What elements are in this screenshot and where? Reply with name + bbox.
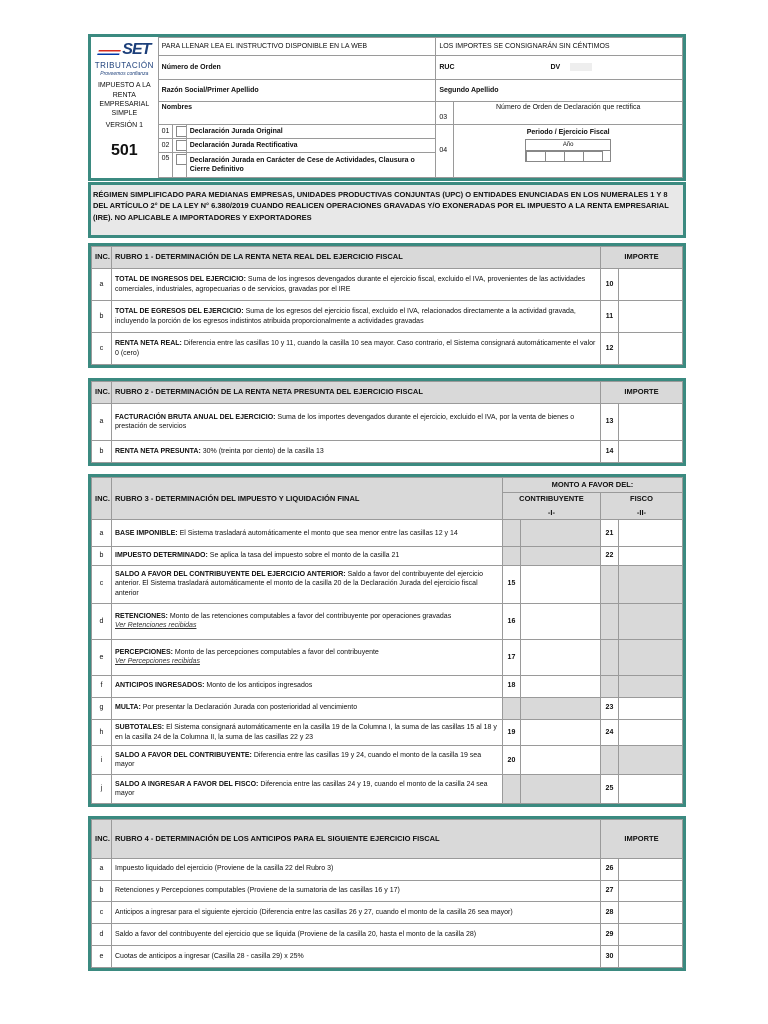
fisco-amount-input — [618, 603, 682, 640]
importe-input[interactable] — [618, 858, 682, 880]
instruction-right: LOS IMPORTES SE CONSIGNARÁN SIN CÉNTIMOS — [436, 38, 683, 56]
casilla-13-input[interactable] — [618, 404, 682, 441]
table-row: d RETENCIONES: Monto de las retenciones computables a favor del contribuyente por operaciones gravadas Ver Retenciones recibidas 16 — [92, 603, 683, 640]
rubro-3-title: RUBRO 3 - DETERMINACIÓN DEL IMPUESTO Y LIQUIDACIÓN FINAL — [112, 478, 503, 520]
set-logo: SET TRIBUTACIÓN Proveemos confianza — [94, 40, 154, 78]
form-header: SET TRIBUTACIÓN Proveemos confianza PARA LLENAR LEA EL INSTRUCTIVO DISPONIBLE EN LA WEB LOS IMPORTES SE CONSIGNARÁN SIN CÉNTIMOS Número de Orden RUC DV IMPUESTO A LA RENTA EMPRESARIAL SIMPLE VERSIÓN 1 501 Razón Social/Primer Apellido Segundo Apellido Nombres 03 Número de Orden de Declaración que rectifica 01 Declaración Jurada Original 04 Periodo / Ejercicio Fiscal Año 02 Declaración Jurada Rectificativa 05 Declaración Jurada en Carácter de Cese de Actividades, Clausura o Cierre Definitivo — [88, 34, 686, 181]
importe-input[interactable] — [618, 880, 682, 902]
fisco-amount-input[interactable] — [618, 775, 682, 804]
rubro-4: INC. RUBRO 4 - DETERMINACIÓN DE LOS ANTICIPOS PARA EL SIGUIENTE EJERCICIO FISCAL IMPORTE a Impuesto liquidado del ejercicio (Proviene de la casilla 22 del Rubro 3) 26 b Retenciones y Percepciones computables (Proviene de la sumatoria de las casillas 16 y 17) 27 c Anticipos a ingresar para el siguiente ejercicio (Diferencia entre las casillas 26 y 27, cuando el monto de la casilla 26 sea mayor) 28 d Saldo a favor del contribuyente del ejercicio que se liquida (Proviene de la casilla 20, hasta el monto de la casilla 28) 29 e Cuotas de anticipos a ingresar (Casilla 28 - casilla 29) x 25% 30 — [88, 816, 686, 971]
table-row: a FACTURACIÓN BRUTA ANUAL DEL EJERCICIO: Suma de los importes devengados durante el ejercicio, excluido el IVA, por la venta de bienes o prestación de servicios 13 — [92, 404, 683, 441]
rubro-2: INC. RUBRO 2 - DETERMINACIÓN DE LA RENTA NETA PRESUNTA DEL EJERCICIO FISCAL IMPORTE a FACTURACIÓN BRUTA ANUAL DEL EJERCICIO: Suma de los importes devengados durante el ejercicio, excluido el IVA, por la venta de bienes o prestación de servicios 13 b RENTA NETA PRESUNTA: 30% (treinta por ciento) de la casilla 13 14 — [88, 378, 686, 466]
anio-input[interactable] — [526, 151, 610, 161]
table-row: i SALDO A FAVOR DEL CONTRIBUYENTE: Diferencia entre las casillas 19 y 24, cuando el monto de la casilla 19 sea mayor 20 — [92, 746, 683, 775]
table-row: b IMPUESTO DETERMINADO: Se aplica la tasa del impuesto sobre el monto de la casilla 21 22 — [92, 547, 683, 566]
option-cese-label: Declaración Jurada en Carácter de Cese de Actividades, Clausura o Cierre Definitivo — [186, 153, 436, 178]
table-row: a TOTAL DE INGRESOS DEL EJERCICIO: Suma de los ingresos devengados durante el ejercicio fiscal, excluido el IVA, provenientes de las actividades comerciales, industriales, agropecuarias o de servicios, gravadas por el IRE 10 — [92, 269, 683, 301]
fisco-amount-input — [618, 675, 682, 697]
contribuyente-amount-input — [520, 697, 600, 719]
importe-input[interactable] — [618, 902, 682, 924]
contribuyente-amount-input[interactable] — [520, 675, 600, 697]
contribuyente-amount-input — [520, 520, 600, 547]
table-row: e Cuotas de anticipos a ingresar (Casilla 28 - casilla 29) x 25% 30 — [92, 946, 683, 968]
instruction-left: PARA LLENAR LEA EL INSTRUCTIVO DISPONIBLE EN LA WEB — [158, 38, 436, 56]
importe-input[interactable] — [618, 924, 682, 946]
form-number: 501 — [110, 142, 138, 160]
nombres-field[interactable]: Nombres — [158, 102, 436, 124]
regime-notice: RÉGIMEN SIMPLIFICADO PARA MEDIANAS EMPRESAS, UNIDADES PRODUCTIVAS CONJUNTAS (UPC) O ENTIDADES ENUNCIADAS EN LOS NUMERALES 1 Y 8 DEL ARTÍCULO 2° DE LA LEY N° 6.380/2019 CUANDO REALICEN OPERACIONES GRAVADAS Y/O EXONERADAS POR EL IMPUESTO A LA RENTA EMPRESARIAL (IRE). NO APLICABLE A IMPORTADORES Y EXPORTADORES — [88, 182, 686, 238]
option-rectificativa-label: Declaración Jurada Rectificativa — [186, 139, 436, 153]
rubro-3: INC. RUBRO 3 - DETERMINACIÓN DEL IMPUESTO Y LIQUIDACIÓN FINAL MONTO A FAVOR DEL: CONTRIBUYENTE FISCO -I- -II- a BASE IMPONIBLE: El Sistema trasladará automáticamente el monto que sea menor entre las casillas 12 y 14 21 b IMPUESTO DETERMINADO: Se aplica la tasa del impuesto sobre el monto de la casilla 21 22 c SALDO A FAVOR DEL CONTRIBUYENTE DEL EJERCICIO ANTERIOR: Saldo a favor del contribuyente del ejercicio anterior. El Sistema trasladará automáticamente el monto de la casilla 20 de la Declaración Jurada del ejercicio fiscal anterior 15 d RETENCIONES: Monto de las retenciones computables a favor del contribuyente por operaciones gravadas Ver Retenciones recibidas 16 e PERCEPCIONES: Monto de las percepciones computables a favor del contribuyente Ver Percepciones recibidas 17 f ANTICIPOS INGRESADOS: Monto de los anticipos ingresados 18 g MULTA: Por presentar la Declaración Jurada con posterioridad al vencimiento 23 h SUBTOTALES: El Sistema consignará automáticamente en la casilla 19 de la Columna I, la suma de las casillas 15 al 18 y en la casilla 24 de la Columna II, la suma de las casillas 22 y 23 19 24 i SALDO A FAVOR DEL CONTRIBUYENTE: Diferencia entre las casillas 19 y 24, cuando el monto de la casilla 19 sea mayor 20 j SALDO A INGRESAR A FAVOR DEL FISCO: Diferencia entre las casillas 24 y 19, cuando el monto de la casilla 24 sea mayor 25 — [88, 474, 686, 807]
table-row: a BASE IMPONIBLE: El Sistema trasladará automáticamente el monto que sea menor entre las casillas 12 y 14 21 — [92, 520, 683, 547]
contribuyente-amount-input — [520, 775, 600, 804]
razon-social-field[interactable]: Razón Social/Primer Apellido — [158, 79, 436, 101]
table-row: j SALDO A INGRESAR A FAVOR DEL FISCO: Diferencia entre las casillas 24 y 19, cuando el monto de la casilla 24 sea mayor 25 — [92, 775, 683, 804]
importe-input[interactable] — [618, 946, 682, 968]
table-row: c Anticipos a ingresar para el siguiente ejercicio (Diferencia entre las casillas 26 y 27, cuando el monto de la casilla 26 sea mayor) 28 — [92, 902, 683, 924]
contribuyente-amount-input[interactable] — [520, 640, 600, 675]
fisco-amount-input[interactable] — [618, 547, 682, 566]
fisco-amount-input[interactable] — [618, 520, 682, 547]
contribuyente-amount-input — [520, 547, 600, 566]
table-row: d Saldo a favor del contribuyente del ejercicio que se liquida (Proviene de la casilla 20, hasta el monto de la casilla 28) 29 — [92, 924, 683, 946]
contribuyente-amount-input[interactable] — [520, 565, 600, 603]
rubro-2-title: RUBRO 2 - DETERMINACIÓN DE LA RENTA NETA PRESUNTA DEL EJERCICIO FISCAL — [112, 382, 601, 404]
table-row: e PERCEPCIONES: Monto de las percepciones computables a favor del contribuyente Ver Percepciones recibidas 17 — [92, 640, 683, 675]
casilla-12-input[interactable] — [618, 333, 682, 365]
casilla-11-input[interactable] — [618, 301, 682, 333]
casilla-10-input[interactable] — [618, 269, 682, 301]
form-version: VERSIÓN 1 — [105, 121, 143, 129]
table-row: b TOTAL DE EGRESOS DEL EJERCICIO: Suma de los egresos del ejercicio fiscal, excluido el IVA, relacionados directamente a la actividad gravada, incluyendo la porción de los egresos indistintos atribuida proporcionalmente a actividades gravadas 11 — [92, 301, 683, 333]
fisco-amount-input — [618, 640, 682, 675]
table-row: b Retenciones y Percepciones computables (Proviene de la sumatoria de las casillas 16 y 17) 27 — [92, 880, 683, 902]
ver-link[interactable]: Ver Percepciones recibidas — [115, 658, 200, 666]
table-row: b RENTA NETA PRESUNTA: 30% (treinta por ciento) de la casilla 13 14 — [92, 441, 683, 463]
contribuyente-amount-input[interactable] — [520, 603, 600, 640]
ruc-field[interactable]: RUC DV — [436, 56, 683, 80]
fisco-amount-input — [618, 565, 682, 603]
fisco-amount-input[interactable] — [618, 719, 682, 746]
option-original-checkbox[interactable] — [172, 124, 186, 138]
rubro-1: INC. RUBRO 1 - DETERMINACIÓN DE LA RENTA NETA REAL DEL EJERCICIO FISCAL IMPORTE a TOTAL DE INGRESOS DEL EJERCICIO: Suma de los ingresos devengados durante el ejercicio fiscal, excluido el IVA, provenientes de las actividades comerciales, industriales, agropecuarias o de servicios, gravadas por el IRE 10 b TOTAL DE EGRESOS DEL EJERCICIO: Suma de los egresos del ejercicio fiscal, excluido el IVA, relacionados directamente a la actividad gravada, incluyendo la porción de los egresos indistintos atribuida proporcionalmente a actividades gravadas 11 c RENTA NETA REAL: Diferencia entre las casillas 10 y 11, cuando la casilla 10 sea mayor. Caso contrario, el Sistema consignará automáticamente el valor 0 (cero) 12 — [88, 243, 686, 368]
casilla-14-input[interactable] — [618, 441, 682, 463]
option-original-label: Declaración Jurada Original — [186, 124, 436, 138]
table-row: f ANTICIPOS INGRESADOS: Monto de los anticipos ingresados 18 — [92, 675, 683, 697]
rubro-4-title: RUBRO 4 - DETERMINACIÓN DE LOS ANTICIPOS PARA EL SIGUIENTE EJERCICIO FISCAL — [112, 820, 601, 859]
anio-label: Año — [526, 140, 610, 151]
fisco-amount-input[interactable] — [618, 697, 682, 719]
table-row: a Impuesto liquidado del ejercicio (Proviene de la casilla 22 del Rubro 3) 26 — [92, 858, 683, 880]
dv-box[interactable] — [570, 63, 592, 71]
option-rectificativa-checkbox[interactable] — [172, 139, 186, 153]
form-title: IMPUESTO A LA RENTA EMPRESARIAL SIMPLE — [97, 82, 151, 117]
option-cese-checkbox[interactable] — [172, 153, 186, 178]
segundo-apellido-field[interactable]: Segundo Apellido — [436, 79, 683, 101]
contribuyente-amount-input[interactable] — [520, 719, 600, 746]
ver-link[interactable]: Ver Retenciones recibidas — [115, 622, 197, 630]
fisco-amount-input — [618, 746, 682, 775]
table-row: g MULTA: Por presentar la Declaración Jurada con posterioridad al vencimiento 23 — [92, 697, 683, 719]
table-row: c SALDO A FAVOR DEL CONTRIBUYENTE DEL EJERCICIO ANTERIOR: Saldo a favor del contribuyente del ejercicio anterior. El Sistema trasladará automáticamente el monto de la casilla 20 de la Declaración Jurada del ejercicio fiscal anterior 15 — [92, 565, 683, 603]
contribuyente-amount-input[interactable] — [520, 746, 600, 775]
table-row: c RENTA NETA REAL: Diferencia entre las casillas 10 y 11, cuando la casilla 10 sea mayor. Caso contrario, el Sistema consignará automáticamente el valor 0 (cero) 12 — [92, 333, 683, 365]
numero-orden-field[interactable]: Número de Orden — [158, 56, 436, 80]
periodo-label: Periodo / Ejercicio Fiscal — [526, 128, 610, 136]
table-row: h SUBTOTALES: El Sistema consignará automáticamente en la casilla 19 de la Columna I, la suma de las casillas 15 al 18 y en la casilla 24 de la Columna II, la suma de las casillas 22 y 23 19 24 — [92, 719, 683, 746]
rubro-1-title: RUBRO 1 - DETERMINACIÓN DE LA RENTA NETA REAL DEL EJERCICIO FISCAL — [112, 247, 601, 269]
numero-orden-rectifica[interactable]: Número de Orden de Declaración que rectifica — [454, 102, 683, 124]
